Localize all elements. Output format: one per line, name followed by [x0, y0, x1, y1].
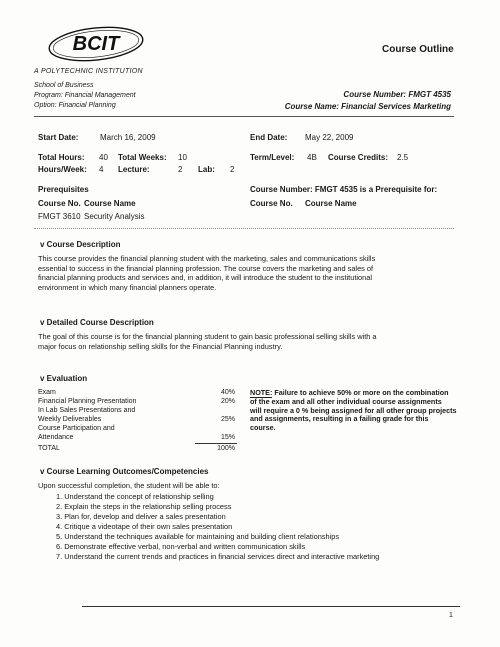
lab-label: Lab: [198, 165, 215, 174]
evaluation-label: Course Participation and [38, 425, 115, 432]
evaluation-title: v Evaluation [40, 374, 88, 383]
lecture-value: 2 [178, 165, 183, 174]
description-line: financial planning products and services and, in addition, it will introduce the student to the institutional [38, 273, 373, 283]
start-date-value: March 16, 2009 [100, 133, 156, 142]
option-name: Option: Financial Planning [34, 102, 116, 109]
course-description-body [38, 254, 458, 292]
detailed-description-body [38, 332, 458, 351]
course-name: Course Name: Financial Services Marketing [284, 102, 451, 111]
prereq-for-title: Course Number: FMGT 4535 is a Prerequisite for: [250, 185, 438, 194]
course-credits-value: 2.5 [397, 153, 409, 162]
total-hours-value: 40 [99, 153, 108, 162]
note-line: will require a 0 % being assigned for all other group projects [250, 405, 457, 415]
total-hours-label: Total Hours: [38, 153, 85, 162]
evaluation-label: Financial Planning Presentation [38, 398, 137, 405]
hours-week-label: Hours/Week: [38, 165, 87, 174]
page-title: Course Outline [382, 44, 454, 55]
prereq-col-course-name: Course Name [84, 199, 136, 208]
outcomes-title: v Course Learning Outcomes/Competencies [40, 467, 209, 476]
evaluation-value: 100% [217, 445, 235, 452]
evaluation-value: 15% [220, 434, 235, 441]
description-line: This course provides the financial planning student with the marketing, sales and communications skills [38, 254, 376, 263]
hours-week-value: 4 [99, 165, 104, 174]
total-weeks-value: 10 [178, 153, 187, 162]
prereq-divider [34, 228, 454, 229]
outcome-item: 7. Understand the current trends and practices in financial services direct and interactive marketing [56, 552, 380, 561]
outcomes-intro: Upon successful completion, the student will be able to: [38, 481, 220, 490]
note-line: and assignments, resulting in a failing grade for this [250, 414, 429, 424]
note-line: NOTE: Failure to achieve 50% or more on the combination [250, 388, 449, 397]
term-level-value: 4B [307, 153, 317, 162]
lab-value: 2 [230, 165, 235, 174]
evaluation-total-rule [195, 443, 237, 444]
detailed-description-title: v Detailed Course Description [40, 318, 154, 327]
detailed-line: The goal of this course is for the financial planning student to gain basic professional selling skills with a [38, 332, 377, 341]
header-divider [34, 116, 454, 117]
description-line: essential to success in the financial planning profession. The course covers the marketing and sales of [38, 263, 374, 273]
evaluation-label: TOTAL [38, 445, 60, 452]
outcome-item: 4. Critique a videotape of their own sales presentation [56, 522, 233, 531]
start-date-label: Start Date: [38, 133, 79, 142]
description-line: environment in which many financial planners operate. [38, 282, 217, 292]
page-number: 1 [449, 612, 453, 619]
logo-tagline: A POLYTECHNIC INSTITUTION [34, 68, 143, 75]
svg-text:BCIT: BCIT [72, 33, 120, 55]
prerequisites-title: Prerequisites [38, 185, 89, 194]
outcome-item: 5. Understand the techniques available for maintaining and building client relationships [56, 532, 340, 541]
prereq-course-no: FMGT 3610 [38, 212, 81, 221]
evaluation-value: 40% [220, 389, 235, 396]
school-name: School of Business [34, 82, 94, 89]
course-credits-label: Course Credits: [328, 153, 389, 162]
prereq-for-col-course-no: Course No. [250, 199, 293, 208]
evaluation-label: Attendance [38, 434, 74, 441]
end-date-label: End Date: [250, 133, 288, 142]
outcome-item: 1. Understand the concept of relationship selling [56, 492, 214, 501]
evaluation-label: Exam [38, 389, 56, 396]
program-name: Program: Financial Management [34, 92, 136, 99]
evaluation-value: 25% [220, 416, 235, 423]
lecture-label: Lecture: [118, 165, 150, 174]
course-number: Course Number: FMGT 4535 [343, 90, 451, 99]
prereq-for-col-course-name: Course Name [305, 199, 357, 208]
footer-divider [82, 606, 460, 607]
total-weeks-label: Total Weeks: [118, 153, 167, 162]
outcome-item: 3. Plan for, develop and deliver a sales presentation [56, 512, 226, 521]
prereq-course-name: Security Analysis [84, 212, 145, 221]
end-date-value: May 22, 2009 [305, 133, 354, 142]
detailed-line: major focus on relationship selling skills for the Financial Planning industry. [38, 341, 283, 351]
note-line: of the exam and all other individual course assignments [250, 396, 442, 406]
bcit-logo [46, 22, 146, 66]
evaluation-note [250, 389, 460, 433]
prereq-col-course-no: Course No. [38, 199, 81, 208]
evaluation-label: In Lab Sales Presentations and [38, 407, 136, 414]
outcome-item: 6. Demonstrate effective verbal, non-verbal and written communication skills [56, 542, 306, 551]
outcome-item: 2. Explain the steps in the relationship selling process [56, 502, 232, 511]
course-description-title: v Course Description [40, 240, 121, 249]
evaluation-label: Weekly Deliverables [38, 416, 102, 423]
term-level-label: Term/Level: [250, 153, 295, 162]
note-line: course. [250, 423, 276, 433]
note-underline [250, 397, 272, 398]
evaluation-value: 20% [220, 398, 235, 405]
